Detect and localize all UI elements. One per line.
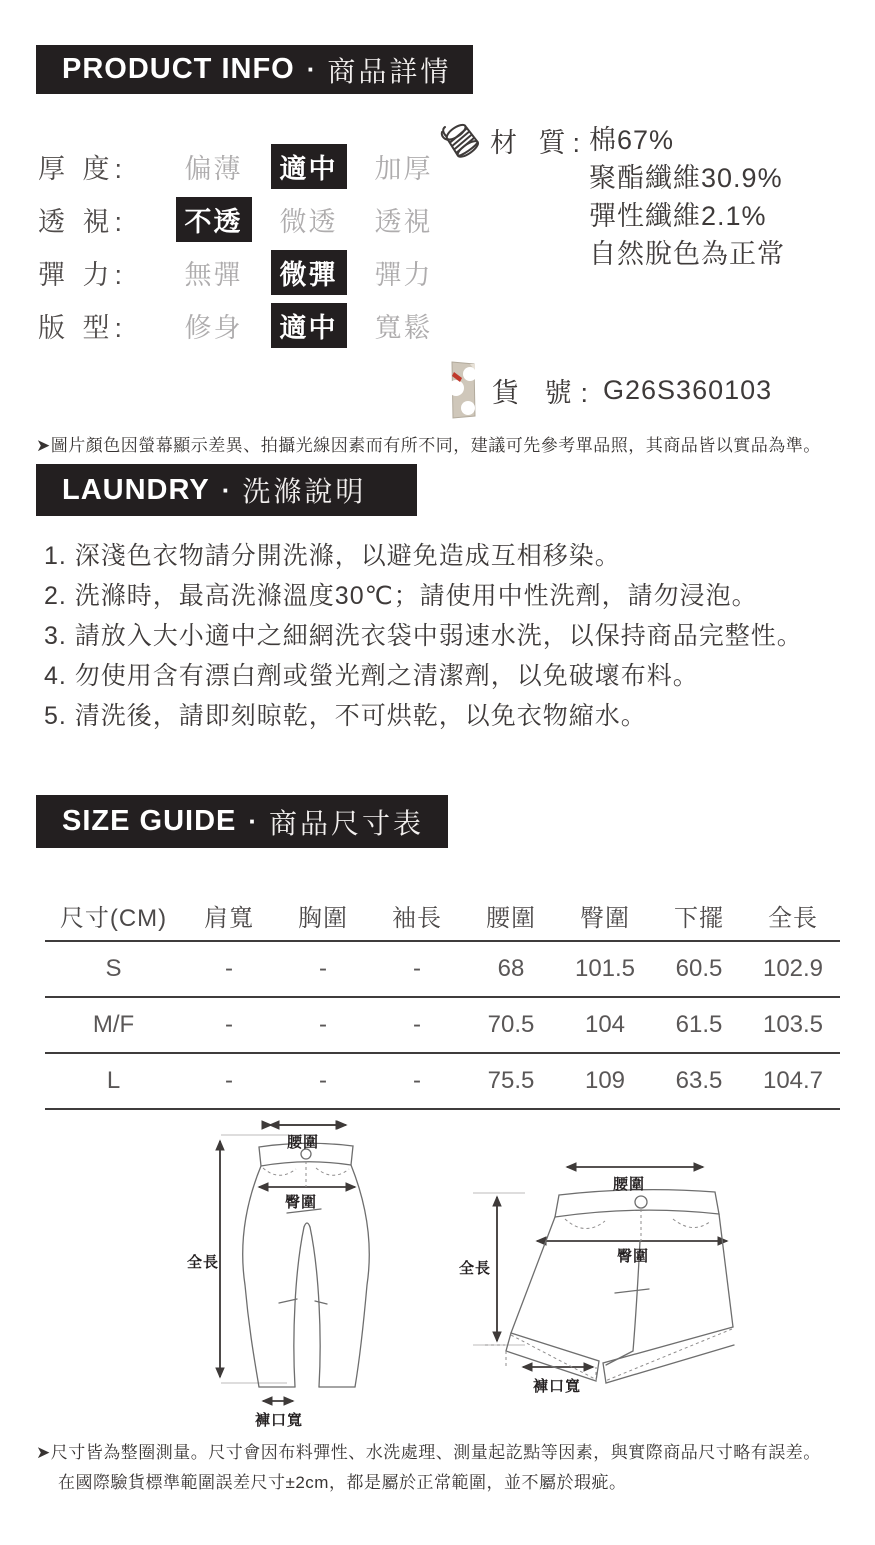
size-table-header-cell: 下擺	[674, 904, 724, 932]
size-table-row-s	[45, 941, 840, 997]
size-table-header-cell: 胸圍	[298, 904, 348, 932]
attr-label: 版 型:	[38, 313, 128, 343]
laundry-item: 5. 清洗後，請即刻晾乾，不可烘乾，以免衣物縮水。	[44, 702, 647, 730]
shorts-measurement-diagram	[445, 1145, 735, 1395]
attr-option: 偏薄	[184, 154, 243, 184]
size-guide-header	[36, 795, 448, 848]
material-line: 聚酯纖維30.9%	[589, 163, 783, 193]
sku-row	[448, 360, 772, 420]
material-label: 材 質:	[490, 128, 588, 158]
size-table-header-cell: 臀圍	[580, 904, 630, 932]
size-table-cell: 103.5	[762, 1011, 824, 1038]
attr-option-selected: 微彈	[261, 250, 356, 295]
material-line: 彈性纖維2.1%	[589, 201, 767, 231]
attr-option-selected: 適中	[261, 303, 356, 348]
material-lines	[589, 114, 785, 273]
measurement-note-line: ➤尺寸皆為整圈測量。尺寸會因布料彈性、水洗處理、測量起訖點等因素，與實際商品尺寸略有誤差。	[36, 1443, 821, 1462]
size-table-cell: 109	[584, 1067, 626, 1094]
diagram-label-full-length: 全長	[459, 1260, 492, 1277]
title-separator-dot: ·	[306, 54, 316, 84]
attr-label: 透 視:	[38, 207, 128, 237]
product-info-title-en: PRODUCT INFO	[62, 53, 295, 85]
diagram-label-waist: 腰圍	[287, 1134, 320, 1151]
material-line: 棉67%	[589, 125, 675, 155]
attr-option: 加厚	[374, 154, 433, 184]
attribute-row-fit	[38, 299, 451, 352]
size-table-cell: 60.5	[675, 955, 723, 982]
size-table-header-cell: 肩寬	[204, 904, 254, 932]
diagram-label-waist: 腰圍	[613, 1176, 646, 1193]
title-separator-dot: ·	[248, 806, 258, 836]
attr-option: 微透	[279, 207, 338, 237]
size-table-cell: S	[105, 955, 122, 982]
size-table-cell: -	[319, 955, 327, 982]
attr-option: 修身	[184, 313, 243, 343]
size-table-cell: -	[225, 1011, 233, 1038]
pants-measurement-diagram	[175, 1105, 425, 1435]
attr-option: 彈力	[374, 260, 433, 290]
product-info-header	[36, 45, 473, 94]
size-table-row-l	[45, 1053, 840, 1109]
attr-option-selected: 適中	[261, 144, 356, 189]
size-table-cell: 63.5	[675, 1067, 723, 1094]
attribute-row-sheerness	[38, 193, 451, 246]
sku-label: 貨 號:	[492, 377, 598, 408]
title-separator-dot: ·	[221, 474, 231, 505]
size-table-cell: M/F	[92, 1011, 135, 1038]
laundry-header	[36, 464, 417, 516]
attr-option: 寬鬆	[374, 313, 433, 343]
size-guide-title-en: SIZE GUIDE	[62, 805, 237, 837]
size-table-cell: -	[225, 1067, 233, 1094]
size-table-header-cell: 全長	[768, 904, 818, 932]
thread-spool-icon	[438, 118, 484, 162]
size-table-cell: -	[413, 1067, 421, 1094]
laundry-item: 4. 勿使用含有漂白劑或螢光劑之清潔劑，以免破壞布料。	[44, 662, 699, 690]
material-block	[438, 114, 785, 273]
size-table	[45, 890, 840, 1110]
size-table-cell: -	[225, 955, 233, 982]
attribute-list	[38, 140, 451, 352]
diagram-label-hem-width: 褲口寬	[533, 1378, 582, 1395]
size-table-cell: 70.5	[487, 1011, 535, 1038]
product-info-title-zh: 商品詳情	[327, 55, 452, 87]
sku-value: G26S360103	[603, 374, 773, 405]
size-table-cell: 104.7	[762, 1067, 824, 1094]
size-table-cell: 61.5	[675, 1011, 723, 1038]
attr-option: 透視	[374, 207, 433, 237]
size-table-header-cell: 尺寸(CM)	[59, 904, 168, 932]
laundry-title-zh: 洗滌說明	[242, 476, 367, 507]
size-table-row-mf	[45, 997, 840, 1053]
attribute-row-thickness	[38, 140, 451, 193]
attr-label: 厚 度:	[38, 154, 128, 184]
laundry-item: 1. 深淺色衣物請分開洗滌，以避免造成互相移染。	[44, 542, 621, 570]
laundry-title-en: LAUNDRY	[62, 473, 210, 506]
attribute-row-stretch	[38, 246, 451, 299]
attr-label: 彈 力:	[38, 260, 128, 290]
diagram-label-hip: 臀圍	[285, 1194, 318, 1211]
attr-option: 無彈	[184, 260, 243, 290]
size-table-cell: 68	[497, 955, 525, 982]
size-table-cell: -	[413, 955, 421, 982]
size-table-header-row	[45, 890, 840, 941]
size-table-cell: 104	[584, 1011, 626, 1038]
measurement-note-line: 在國際驗貨標準範圍誤差尺寸±2cm，都是屬於正常範圍，並不屬於瑕疵。	[58, 1473, 627, 1492]
diagram-label-hem-width: 褲口寬	[255, 1412, 304, 1429]
color-disclaimer-note: ➤圖片顏色因螢幕顯示差異、拍攝光線因素而有所不同，建議可先參考單品照，其商品皆以實品為準。	[36, 436, 821, 455]
size-table-cell: -	[319, 1067, 327, 1094]
laundry-item: 2. 洗滌時，最高洗滌溫度30℃；請使用中性洗劑，請勿浸泡。	[44, 582, 758, 610]
size-table-cell: -	[319, 1011, 327, 1038]
laundry-item: 3. 請放入大小適中之細網洗衣袋中弱速水洗，以保持商品完整性。	[44, 622, 803, 650]
size-guide-title-zh: 商品尺寸表	[269, 807, 425, 839]
material-line: 自然脫色為正常	[589, 239, 786, 269]
size-table-header-cell: 腰圍	[486, 904, 536, 932]
size-table-cell: -	[413, 1011, 421, 1038]
attr-option-selected: 不透	[166, 197, 261, 242]
size-table-cell: 75.5	[487, 1067, 535, 1094]
hang-tag-icon	[448, 360, 478, 420]
diagram-label-full-length: 全長	[187, 1254, 220, 1271]
diagram-label-hip: 臀圍	[617, 1248, 650, 1265]
size-table-header-cell: 袖長	[392, 904, 442, 932]
size-table-cell: 101.5	[574, 955, 636, 982]
laundry-instruction-list	[44, 536, 803, 736]
measurement-notes	[36, 1438, 851, 1498]
size-table-cell: 102.9	[762, 955, 824, 982]
size-table-cell: L	[106, 1067, 121, 1094]
